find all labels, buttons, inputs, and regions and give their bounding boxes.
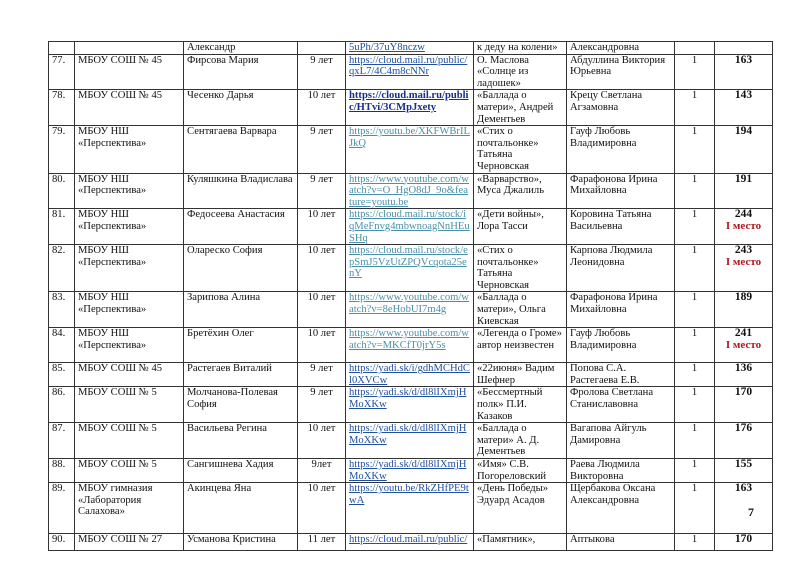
- video-link[interactable]: https://yadi.sk/d/dl8lIXmjHMoXKw: [349, 423, 467, 446]
- video-link[interactable]: https://cloud.mail.ru/public/: [349, 534, 468, 546]
- table-row: [49, 126, 773, 173]
- video-link[interactable]: https://yadi.sk/d/dl8lIXmjHMoXKw: [349, 459, 467, 482]
- score-value: 143: [734, 89, 753, 102]
- row-number: 80.: [49, 173, 75, 209]
- page-number: 7: [748, 505, 754, 519]
- participant-name: Бретёхин Олег: [184, 328, 298, 363]
- video-link[interactable]: https://www.youtube.com/watch?v=8eHobUI7m4g: [349, 292, 469, 316]
- score-value: 191: [734, 173, 753, 185]
- school-name: МБОУ НШ «Перспектива»: [75, 173, 184, 209]
- teacher-name: Фарафонова Ирина Михайловна: [567, 173, 675, 209]
- teacher-name: Гауф Любовь Владимировна: [567, 328, 675, 363]
- video-link[interactable]: https://yadi.sk/d/dl8lIXmjHMoXKw: [349, 387, 467, 411]
- count: 1: [675, 126, 715, 173]
- teacher-name: Аптыкова: [567, 534, 675, 551]
- score-value: 136: [734, 362, 753, 375]
- place-badge: I место: [725, 338, 762, 351]
- row-number: 79.: [49, 126, 75, 173]
- participant-name: Оларескo София: [184, 245, 298, 292]
- count: 1: [675, 387, 715, 423]
- work-title: «Бессмертный полк» П.И. Казаков: [474, 387, 567, 423]
- work-title: «Варварство», Муса Джалиль: [474, 173, 567, 209]
- work-title: «Стих о почтальонке» Татьяна Черновская: [474, 126, 567, 173]
- participant-name: Александр: [184, 42, 298, 55]
- table-row: [49, 387, 773, 423]
- teacher-name: Коровина Татьяна Васильевна: [567, 209, 675, 245]
- row-number: 89.: [49, 483, 75, 534]
- table-row: [49, 423, 773, 459]
- count: 1: [675, 245, 715, 292]
- table-row: [49, 173, 773, 209]
- teacher-name: Александровна: [567, 42, 675, 55]
- teacher-name: Щербакова Оксана Александровна: [567, 483, 675, 534]
- school-name: МБОУ СОШ № 45: [75, 90, 184, 126]
- table-row: [49, 90, 773, 126]
- participant-age: 10 лет: [298, 292, 346, 328]
- school-name: МБОУ НШ «Перспектива»: [75, 328, 184, 363]
- score-value: 194: [734, 125, 753, 138]
- participant-name: Фирсова Мария: [184, 54, 298, 90]
- video-link[interactable]: https://cloud.mail.ru/public/qxL7/4C4m8cNNr: [349, 54, 468, 78]
- work-title: к деду на колени»: [474, 42, 567, 55]
- count: 1: [675, 363, 715, 387]
- count: 1: [675, 292, 715, 328]
- work-title: «Имя» С.В. Погореловский: [474, 459, 567, 483]
- work-title: «Баллада о матери», Андрей Дементьев: [474, 90, 567, 126]
- table-row: [49, 459, 773, 483]
- row-number: 77.: [49, 54, 75, 90]
- row-number: 90.: [49, 534, 75, 551]
- row-number: 88.: [49, 459, 75, 483]
- work-title: «Стих о почтальонке» Татьяна Черновская: [474, 245, 567, 292]
- table-row: [49, 534, 773, 551]
- table-row: [49, 245, 773, 292]
- video-link[interactable]: https://cloud.mail.ru/public/HTvi/3CMpJxety: [349, 90, 469, 113]
- participant-age: 9 лет: [298, 173, 346, 209]
- participant-name: Растегаев Виталий: [184, 363, 298, 387]
- school-name: МБОУ СОШ № 5: [75, 423, 184, 459]
- participant-age: 9 лет: [298, 126, 346, 173]
- teacher-name: Вагапова Айгуль Дамировна: [567, 423, 675, 459]
- school-name: МБОУ НШ «Перспектива»: [75, 209, 184, 245]
- row-number: 78.: [49, 90, 75, 126]
- video-link[interactable]: https://www.youtube.com/watch?v=O_HgO8dJ_9o&feature=youtu.be: [349, 173, 469, 208]
- school-name: МБОУ СОШ № 5: [75, 387, 184, 423]
- row-number: 82.: [49, 245, 75, 292]
- score-value: 243: [734, 244, 753, 257]
- score-value: 170: [734, 533, 753, 546]
- results-table: [48, 41, 773, 551]
- participant-name: Зарипова Алина: [184, 292, 298, 328]
- row-number: 85.: [49, 363, 75, 387]
- participant-name: Усманова Кристина: [184, 534, 298, 551]
- participant-age: 9 лет: [298, 387, 346, 423]
- table-row-continuation: [49, 42, 773, 55]
- work-title: «Памятник»,: [474, 534, 567, 551]
- work-title: «День Победы» Эдуард Асадов: [474, 483, 567, 534]
- work-title: «Баллада о матери» А. Д. Дементьев: [474, 423, 567, 459]
- score-value: 189: [734, 291, 753, 304]
- participant-name: Куляшкина Владислава: [184, 173, 298, 209]
- work-title: «Легенда о Громе» автор неизвестен: [474, 328, 567, 363]
- school-name: МБОУ НШ «Перспектива»: [75, 126, 184, 173]
- teacher-name: Фарафонова Ирина Михайловна: [567, 292, 675, 328]
- score-value: 155: [734, 458, 753, 470]
- video-link[interactable]: https://youtu.be/RkZHfPE9twA: [349, 483, 469, 506]
- score-value: 163: [734, 482, 753, 495]
- video-link[interactable]: https://www.youtube.com/watch?v=MKCfT0jrY5s: [349, 328, 469, 351]
- work-title: «22июня» Вадим Шефнер: [474, 363, 567, 387]
- school-name: МБОУ НШ «Перспектива»: [75, 245, 184, 292]
- score-value: 170: [734, 386, 753, 399]
- place-badge: I место: [725, 255, 762, 268]
- participant-name: Молчанова-Полевая София: [184, 387, 298, 423]
- table-row: [49, 328, 773, 363]
- table-row: [49, 292, 773, 328]
- row-number: 86.: [49, 387, 75, 423]
- participant-age: 9лет: [298, 459, 346, 483]
- participant-name: Акинцева Яна: [184, 483, 298, 534]
- participant-age: 11 лет: [298, 534, 346, 551]
- teacher-name: Гауф Любовь Владимировна: [567, 126, 675, 173]
- teacher-name: Попова С.А. Растегаева Е.В.: [567, 363, 675, 387]
- participant-age: 9 лет: [298, 363, 346, 387]
- row-number: 83.: [49, 292, 75, 328]
- participant-age: 10 лет: [298, 483, 346, 534]
- count: 1: [675, 328, 715, 363]
- participant-name: Васильева Регина: [184, 423, 298, 459]
- row-number: 87.: [49, 423, 75, 459]
- participant-name: Сангишнева Хадия: [184, 459, 298, 483]
- count: 1: [675, 173, 715, 209]
- participant-age: 10 лет: [298, 90, 346, 126]
- score-value: 241: [734, 327, 753, 340]
- school-name: МБОУ НШ «Перспектива»: [75, 292, 184, 328]
- participant-age: 10 лет: [298, 328, 346, 363]
- school-name: МБОУ СОШ № 5: [75, 459, 184, 483]
- work-title: «Дети войны», Лора Тасси: [474, 209, 567, 245]
- work-title: «Баллада о матери», Ольга Киевская: [474, 292, 567, 328]
- score-value: 244: [734, 208, 753, 221]
- school-name: МБОУ СОШ № 27: [75, 534, 184, 551]
- table-row: [49, 54, 773, 90]
- video-link[interactable]: 5uPh/37uY8nczw: [349, 42, 425, 53]
- table-row: [49, 209, 773, 245]
- count: 1: [675, 483, 715, 534]
- count: 1: [675, 423, 715, 459]
- school-name: МБОУ СОШ № 45: [75, 363, 184, 387]
- video-link[interactable]: https://cloud.mail.ru/stock/epSmJ5VzUtZPQVcqota25enY: [349, 245, 468, 280]
- participant-age: 10 лет: [298, 209, 346, 245]
- participant-age: 9 лет: [298, 54, 346, 90]
- count: 1: [675, 54, 715, 90]
- school-name: МБОУ СОШ № 45: [75, 54, 184, 90]
- video-link[interactable]: https://cloud.mail.ru/stock/iqMeFnvg4mbwnoagNnHEuSHq: [349, 209, 470, 244]
- score-value: 176: [734, 422, 753, 435]
- teacher-name: Карпова Людмила Леонидовна: [567, 245, 675, 292]
- participant-name: Федосеева Анастасия: [184, 209, 298, 245]
- place-badge: I место: [725, 219, 762, 232]
- count: 1: [675, 209, 715, 245]
- count: 1: [675, 534, 715, 551]
- participant-age: 10 лет: [298, 423, 346, 459]
- teacher-name: Фролова Светлана Станиславовна: [567, 387, 675, 423]
- school-name: МБОУ гимназия «Лаборатория Салахова»: [75, 483, 184, 534]
- teacher-name: Абдуллина Виктория Юрьевна: [567, 54, 675, 90]
- participant-name: Сентягаева Варвара: [184, 126, 298, 173]
- teacher-name: Крецу Светлана Агзамовна: [567, 90, 675, 126]
- count: 1: [675, 459, 715, 483]
- participant-name: Чесенко Дарья: [184, 90, 298, 126]
- row-number: 81.: [49, 209, 75, 245]
- score-value: 163: [734, 54, 753, 66]
- table-row: [49, 483, 773, 534]
- participant-age: 10 лет: [298, 245, 346, 292]
- row-number: 84.: [49, 328, 75, 363]
- teacher-name: Раева Людмила Викторовна: [567, 459, 675, 483]
- count: 1: [675, 90, 715, 126]
- table-row: [49, 363, 773, 387]
- work-title: О. Маслова «Солнце из ладошек»: [474, 54, 567, 90]
- video-link[interactable]: https://yadi.sk/i/gdhMCHdCl0XVCw: [349, 363, 470, 386]
- video-link[interactable]: https://youtu.be/XKFWBrILJkQ: [349, 126, 470, 149]
